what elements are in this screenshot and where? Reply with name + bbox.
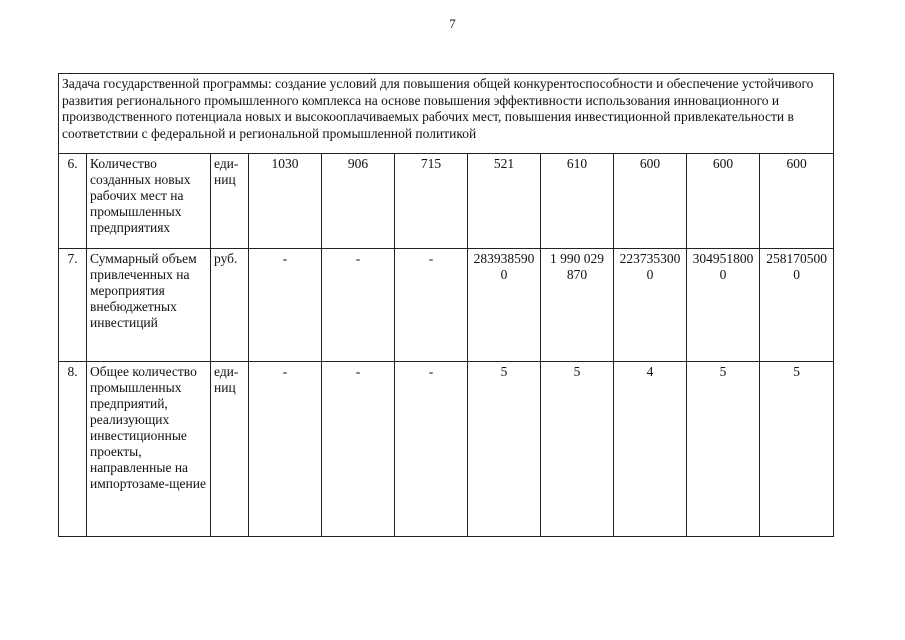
indicators-table	[58, 73, 834, 537]
value-cell: 5	[541, 362, 614, 537]
value-cell: 600	[687, 154, 760, 249]
value-cell: 2581705000	[760, 249, 834, 362]
row-number: 7.	[59, 249, 87, 362]
value-cell: 906	[322, 154, 395, 249]
row-number: 8.	[59, 362, 87, 537]
table-row	[59, 249, 834, 362]
value-cell: 4	[614, 362, 687, 537]
value-cell: 610	[541, 154, 614, 249]
value-cell: 5	[468, 362, 541, 537]
row-number: 6.	[59, 154, 87, 249]
value-cell: 600	[614, 154, 687, 249]
value-cell: -	[395, 249, 468, 362]
indicator-name: Суммарный объем привлеченных на мероприятия внебюджетных инвестиций	[87, 249, 211, 362]
value-cell: 2839385900	[468, 249, 541, 362]
value-cell: -	[249, 249, 322, 362]
value-cell: 3049518000	[687, 249, 760, 362]
indicator-name: Общее количество промышленных предприятий, реализующих инвестиционные проекты, направленные на импортозаме-щение	[87, 362, 211, 537]
value-cell: 1 990 029 870	[541, 249, 614, 362]
value-cell: -	[249, 362, 322, 537]
value-cell: 5	[760, 362, 834, 537]
value-cell: 2237353000	[614, 249, 687, 362]
value-cell: 715	[395, 154, 468, 249]
table-row	[59, 154, 834, 249]
unit-cell: еди-ниц	[211, 154, 249, 249]
table-row	[59, 362, 834, 537]
unit-cell: еди-ниц	[211, 362, 249, 537]
page-number: 7	[449, 16, 456, 31]
indicator-name: Количество созданных новых рабочих мест на промышленных предприятиях	[87, 154, 211, 249]
value-cell: 5	[687, 362, 760, 537]
task-row	[59, 74, 834, 154]
value-cell: 1030	[249, 154, 322, 249]
value-cell: 521	[468, 154, 541, 249]
value-cell: -	[395, 362, 468, 537]
task-description: Задача государственной программы: создание условий для повышения общей конкурентоспособности и обеспечение устойчивого развития регионального промышленного комплекса на основе повышения эффективности использования инновационного и производственного потенциала новых и высокооплачиваемых рабочих мест, повышения инвестиционной привлекательности в соответствии с федеральной и региональной промышленной политикой	[59, 74, 834, 154]
value-cell: 600	[760, 154, 834, 249]
unit-cell: руб.	[211, 249, 249, 362]
value-cell: -	[322, 362, 395, 537]
value-cell: -	[322, 249, 395, 362]
